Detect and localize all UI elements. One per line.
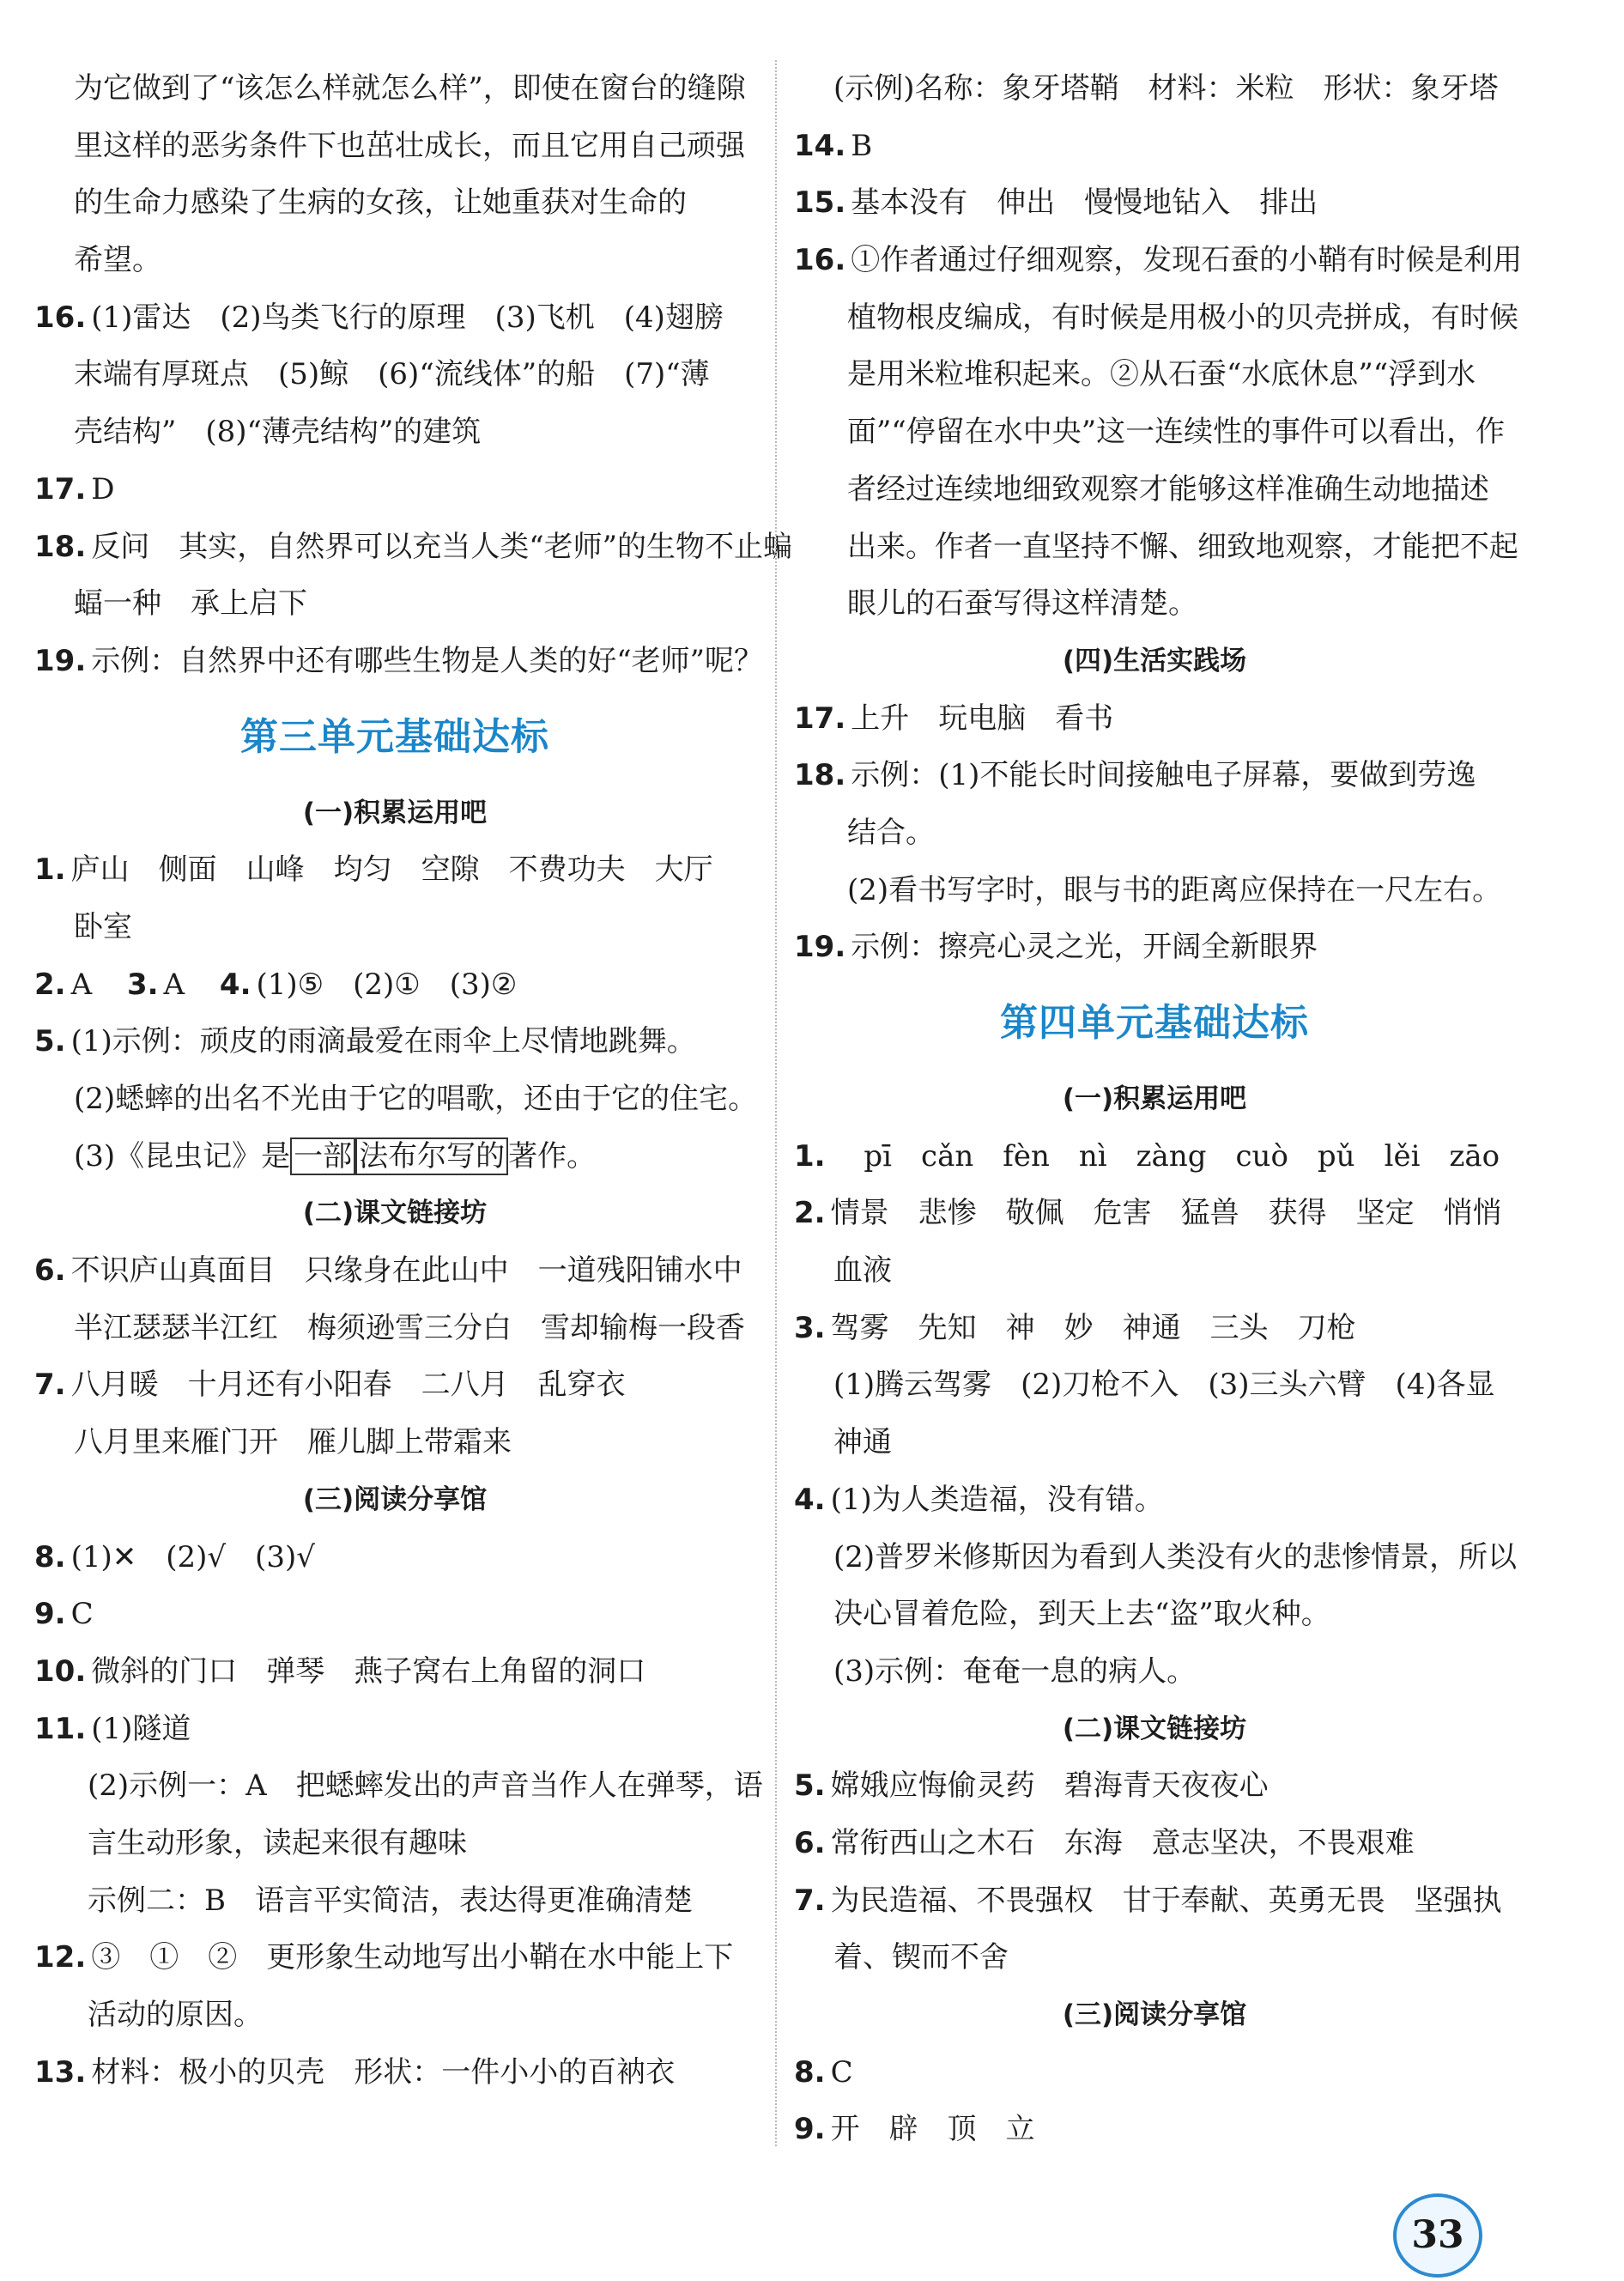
answer-line: 为它做到了“该怎么样就怎么样”，即使在窗台的缝隙: [74, 71, 746, 106]
answer-11: [34, 1701, 755, 1758]
item-number: 14.: [794, 128, 846, 163]
item-number: 19.: [794, 930, 846, 965]
pinyin: nì: [1078, 1138, 1107, 1174]
pinyin: cǎn: [921, 1138, 974, 1174]
answer-18: [794, 747, 1515, 804]
section-heading: (四)生活实践场: [1062, 645, 1247, 676]
item-number: 10.: [34, 1653, 87, 1689]
answer-text: 微斜的门口 弹琴 燕子窝右上角留的洞口: [91, 1653, 646, 1689]
answer-text: (1)为人类造福，没有错。: [830, 1482, 1164, 1517]
answer-text: C: [70, 1597, 94, 1632]
answer-line: (示例)名称：象牙塔鞘 材料：米粒 形状：象牙塔: [833, 71, 1499, 106]
item-number: 18.: [794, 758, 846, 793]
answer-line: 是用米粒堆积起来。②从石蚕“水底休息”“浮到水: [847, 357, 1476, 392]
answer-line: (2)看书写字时，眼与书的距离应保持在一尺左右。: [847, 872, 1502, 907]
answer-line: (3)示例：奄奄一息的病人。: [833, 1653, 1197, 1689]
answer-text: A: [163, 967, 185, 1002]
pinyin: lěi: [1384, 1138, 1421, 1174]
answer-line: 血液: [833, 1253, 892, 1289]
item-number: 11.: [34, 1711, 87, 1746]
answer-17: [794, 690, 1515, 748]
section-heading: (三)阅读分享馆: [1062, 1999, 1247, 2030]
section-heading: (二)课文链接坊: [1062, 1713, 1247, 1744]
item-number: 12.: [34, 1940, 87, 1975]
item-number: 13.: [34, 2054, 87, 2090]
unit-4-title: 第四单元基础达标: [1000, 1001, 1309, 1045]
item-number: 5.: [34, 1024, 66, 1059]
answer-15: [794, 174, 1515, 232]
pinyin: cuò: [1235, 1138, 1288, 1174]
answer-1: [34, 841, 755, 899]
answer-text: (1)雷达 (2)鸟类飞行的原理 (3)飞机 (4)翅膀: [91, 300, 724, 335]
item-number: 7.: [34, 1368, 66, 1403]
answer-text: 常衔西山之木石 东海 意志坚决，不畏艰难: [830, 1825, 1415, 1860]
answer-line: 末端有厚斑点 (5)鲸 (6)“流线体”的船 (7)“薄: [74, 357, 710, 392]
answer-19: [794, 919, 1515, 976]
pinyin: fèn: [1003, 1138, 1050, 1174]
section-heading: (二)课文链接坊: [302, 1198, 488, 1229]
answer-line: 希望。: [74, 243, 161, 278]
item-number: 4.: [794, 1482, 826, 1517]
item-number: 6.: [794, 1825, 826, 1860]
item-number: 4.: [219, 967, 251, 1002]
answer-text: 示例：自然界中还有哪些生物是人类的好“老师”呢？: [91, 643, 763, 678]
answer-text: (1)示例：顽皮的雨滴最爱在雨伞上尽情地跳舞。: [70, 1024, 696, 1059]
answer-5: [34, 1013, 755, 1071]
answer-6: [794, 1815, 1515, 1872]
answer-16: [794, 232, 1523, 289]
answer-text: (1)隧道: [91, 1711, 191, 1746]
pinyin: pī: [864, 1138, 893, 1174]
answer-line: 示例二：B 语言平实简洁，表达得更准确清楚: [88, 1883, 693, 1918]
answer-text: 上升 玩电脑 看书: [851, 701, 1114, 736]
item-number: 17.: [34, 471, 87, 507]
answer-line: 卧室: [74, 909, 132, 944]
answer-line: 的生命力感染了生病的女孩，让她重获对生命的: [74, 185, 687, 221]
answer-text: 不识庐山真面目 只缘身在此山中 一道残阳铺水中: [70, 1253, 742, 1289]
item-number: 5.: [794, 1768, 826, 1804]
answer-line: 言生动形象，读起来很有趣味: [88, 1825, 467, 1860]
answer-5: [794, 1757, 1515, 1815]
answer-6: [34, 1242, 755, 1300]
pinyin: zāo: [1449, 1138, 1500, 1174]
answer-text: (1)✕ (2)√ (3)√: [70, 1539, 315, 1574]
answer-text: A: [70, 967, 93, 1002]
answer-line: 活动的原因。: [88, 1998, 263, 2032]
answer-line: (1)腾云驾雾 (2)刀枪不入 (3)三头六臂 (4)各显: [833, 1368, 1495, 1403]
answer-text: 八月暖 十月还有小阳春 二八月 乱穿衣: [70, 1368, 626, 1403]
answer-line: 眼儿的石蚕写得这样清楚。: [847, 586, 1197, 622]
item-number: 8.: [794, 2054, 826, 2090]
answer-12: [34, 1929, 755, 1987]
answer-text: 庐山 侧面 山峰 均匀 空隙 不费功夫 大厅: [70, 852, 713, 888]
answer-text: 示例：(1)不能长时间接触电子屏幕，要做到劳逸: [851, 758, 1476, 793]
answer-13: [34, 2044, 755, 2102]
answer-text: B: [851, 128, 873, 163]
pinyin: zàng: [1136, 1138, 1207, 1174]
answer-line: 面”“停留在水中央”这一连续性的事件可以看出，作: [847, 415, 1506, 450]
answer-19: [34, 633, 763, 690]
item-number: 16.: [794, 243, 846, 278]
answer-text: 示例：擦亮心灵之光，开阔全新眼界: [851, 930, 1318, 965]
section-heading: (一)积累运用吧: [302, 797, 488, 828]
unit-3-title: 第三单元基础达标: [240, 714, 549, 759]
left-column: [34, 60, 792, 2101]
answer-text: 情景 悲惨 敬佩 危害 猛兽 获得 坚定 悄悄: [830, 1196, 1502, 1231]
answer-text: ①作者通过仔细观察，发现石蚕的小鞘有时候是利用: [851, 243, 1523, 278]
item-number: 17.: [794, 701, 846, 736]
pinyin: pǔ: [1317, 1138, 1355, 1174]
answer-16: [34, 289, 755, 347]
answer-text: 嫦娥应悔偷灵药 碧海青天夜夜心: [830, 1768, 1269, 1804]
answer-8: [794, 2044, 1515, 2102]
answer-line: (2)蟋蟀的出名不光由于它的唱歌，还由于它的住宅。: [74, 1082, 758, 1116]
answer-text: 反问 其实，自然界可以充当人类“老师”的生物不止蝙: [91, 529, 792, 564]
answer-10: [34, 1643, 755, 1701]
item-number: 9.: [794, 2112, 826, 2147]
item-number: 19.: [34, 643, 87, 678]
answer-2-3-4: [34, 956, 755, 1014]
answer-line: 神通: [833, 1425, 892, 1460]
answer-text: 著作。: [508, 1138, 597, 1174]
answer-text: 为民造福、不畏强权 甘于奉献、英勇无畏 坚强执: [830, 1883, 1502, 1918]
item-number: 1.: [794, 1138, 826, 1174]
answer-line: 着、锲而不舍: [833, 1940, 1009, 1975]
answer-line: 里这样的恶劣条件下也茁壮成长，而且它用自己顽强: [74, 128, 745, 163]
answer-4: [794, 1471, 1515, 1529]
right-column: [794, 60, 1523, 2158]
answer-line-marked: [34, 1128, 755, 1186]
item-number: 3.: [126, 967, 159, 1002]
item-number: 6.: [34, 1253, 66, 1289]
answer-line: (2)示例一：A 把蟋蟀发出的声音当作人在弹琴，语: [88, 1768, 763, 1804]
section-heading: (三)阅读分享馆: [302, 1483, 488, 1515]
answer-text: (3)《昆虫记》是: [74, 1138, 291, 1174]
answer-text: (1)⑤ (2)① (3)②: [256, 967, 518, 1002]
item-number: 3.: [794, 1310, 826, 1345]
answer-14: [794, 118, 1515, 175]
column-divider: [775, 60, 777, 2146]
answer-line: 结合。: [847, 815, 935, 850]
answer-text: 开 辟 顶 立: [830, 2112, 1035, 2147]
item-number: 15.: [794, 185, 846, 221]
answer-line: 决心冒着危险，到天上去“盗”取火种。: [833, 1597, 1330, 1632]
item-number: 9.: [34, 1597, 66, 1632]
answer-line: 半江瑟瑟半江红 梅须逊雪三分白 雪却输梅一段香: [74, 1310, 745, 1345]
answer-text: ③ ① ② 更形象生动地写出小鞘在水中能上下: [91, 1940, 734, 1975]
answer-7: [794, 1872, 1515, 1930]
answer-line: 植物根皮编成，有时候是用极小的贝壳拼成，有时候: [847, 300, 1518, 335]
answer-line: 者经过连续地细致观察才能够这样准确生动地描述: [847, 471, 1489, 507]
item-number: 2.: [794, 1196, 826, 1231]
answer-9: [794, 2101, 1515, 2158]
answer-text: 材料：极小的贝壳 形状：一件小小的百衲衣: [91, 2054, 676, 2090]
answer-7: [34, 1356, 755, 1414]
answer-text: C: [830, 2054, 853, 2090]
page-number-badge: 33: [1393, 2193, 1482, 2278]
answer-line: 八月里来雁门开 雁儿脚上带霜来: [74, 1425, 512, 1460]
answer-text: 驾雾 先知 神 妙 神通 三头 刀枪: [830, 1310, 1356, 1345]
answer-text: D: [91, 471, 115, 507]
answer-8: [34, 1529, 755, 1586]
item-number: 8.: [34, 1539, 66, 1574]
item-number: 7.: [794, 1883, 826, 1918]
item-number: 18.: [34, 529, 87, 564]
section-heading: (一)积累运用吧: [1062, 1083, 1247, 1114]
answer-line: 蝠一种 承上启下: [74, 586, 307, 622]
answer-2: [794, 1185, 1515, 1242]
answer-line: (2)普罗米修斯因为看到人类没有火的悲惨情景，所以: [833, 1539, 1518, 1574]
answer-9: [34, 1586, 755, 1643]
item-number: 1.: [34, 852, 66, 888]
answer-line: 壳结构” (8)“薄壳结构”的建筑: [74, 415, 482, 450]
item-number: 16.: [34, 300, 87, 335]
answer-17: [34, 461, 755, 519]
answer-1-pinyin: [794, 1128, 1515, 1186]
answer-3: [794, 1300, 1515, 1357]
boxed-phrase: 法布尔写的: [355, 1137, 508, 1175]
answer-text: 基本没有 伸出 慢慢地钻入 排出: [851, 185, 1318, 221]
item-number: 2.: [34, 967, 66, 1002]
answer-18: [34, 519, 792, 576]
answer-line: 出来。作者一直坚持不懈、细致地观察，才能把不起: [847, 529, 1518, 564]
boxed-phrase: 一部: [290, 1137, 355, 1175]
